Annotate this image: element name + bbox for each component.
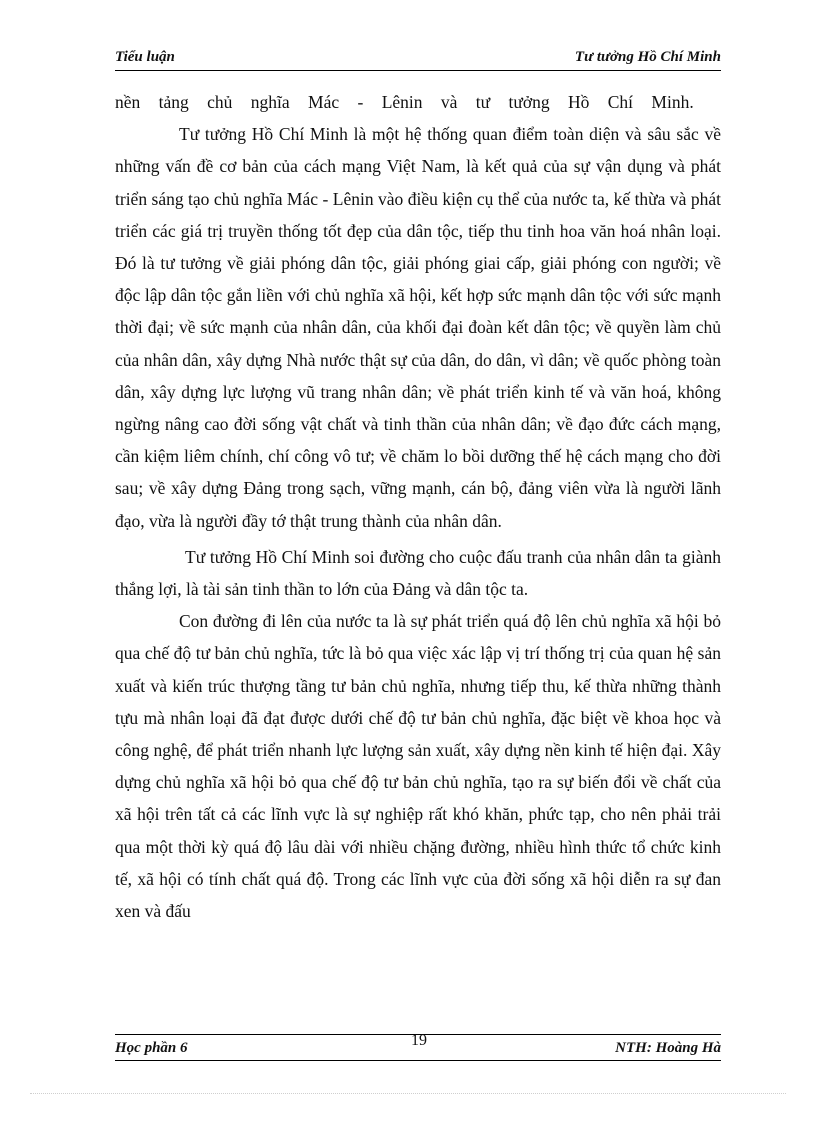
paragraph-1: nền tảng chủ nghĩa Mác - Lênin và tư tưởng Hồ Chí Minh. <box>115 92 694 112</box>
page-header <box>115 49 721 69</box>
paragraph-3: Tư tưởng Hồ Chí Minh soi đường cho cuộc đấu tranh của nhân dân ta giành thắng lợi, là tài sản tinh thần to lớn của Đảng và dân tộc ta. <box>115 546 721 600</box>
paragraph-4: Con đường đi lên của nước ta là sự phát triển quá độ lên chủ nghĩa xã hội bỏ qua chế độ tư bản chủ nghĩa, tức là bỏ qua việc xác lập vị trí thống trị của quan hệ sản xuất và kiến trúc thượng tầng tư bản chủ nghĩa, nhưng tiếp thu, kế thừa những thành tựu mà nhân loại đã đạt được dưới chế độ tư bản chủ nghĩa, đặc biệt về khoa học và công nghệ, để phát triển nhanh lực lượng sản xuất, xây dựng nền kinh tế hiện đại. Xây dựng chủ nghĩa xã hội bỏ qua chế độ tư bản chủ nghĩa, tạo ra sự biến đổi về chất của xã hội trên tất cả các lĩnh vực là sự nghiệp rất khó khăn, phức tạp, cho nên phải trải qua một thời kỳ quá độ lâu dài với nhiều chặng đường, nhiều hình thức tổ chức kinh tế, xã hội có tính chất quá độ. Trong các lĩnh vực của đời sống xã hội diễn ra sự đan xen và đấu <box>115 611 721 922</box>
footer-left-text: Học phần 6 <box>115 1040 188 1056</box>
header-right-title: Tư tưởng Hồ Chí Minh <box>574 49 721 65</box>
footer-right-text: NTH: Hoàng Hà <box>615 1040 721 1056</box>
page-edge-divider <box>30 1093 786 1094</box>
page-number: 19 <box>411 1032 427 1049</box>
header-rule <box>115 70 721 71</box>
body-text <box>115 86 721 927</box>
footer-bottom-rule <box>115 1060 721 1061</box>
page-footer <box>115 1032 721 1060</box>
header-left-title: Tiểu luận <box>115 49 175 65</box>
paragraph-2: Tư tưởng Hồ Chí Minh là một hệ thống quan điểm toàn diện và sâu sắc về những vấn đề cơ bản của cách mạng Việt Nam, là kết quả của sự vận dụng và phát triển sáng tạo chủ nghĩa Mác - Lênin vào điều kiện cụ thể của nước ta, kế thừa và phát triển các giá trị truyền thống tốt đẹp của dân tộc, tiếp thu tinh hoa văn hoá nhân loại. Đó là tư tưởng về giải phóng dân tộc, giải phóng giai cấp, giải phóng con người; về độc lập dân tộc gắn liền với chủ nghĩa xã hội, kết hợp sức mạnh dân tộc với sức mạnh thời đại; về sức mạnh của nhân dân, của khối đại đoàn kết dân tộc; về quyền làm chủ của nhân dân, xây dựng Nhà nước thật sự của dân, do dân, vì dân; về quốc phòng toàn dân, xây dựng lực lượng vũ trang nhân dân; về phát triển kinh tế và văn hoá, không ngừng nâng cao đời sống vật chất và tinh thần của nhân dân; về đạo đức cách mạng, cần kiệm liêm chính, chí công vô tư; về chăm lo bồi dưỡng thế hệ cách mạng cho đời sau; về xây dựng Đảng trong sạch, vững mạnh, cán bộ, đảng viên vừa là người lãnh đạo, vừa là người đầy tớ thật trung thành của nhân dân. <box>115 124 721 531</box>
